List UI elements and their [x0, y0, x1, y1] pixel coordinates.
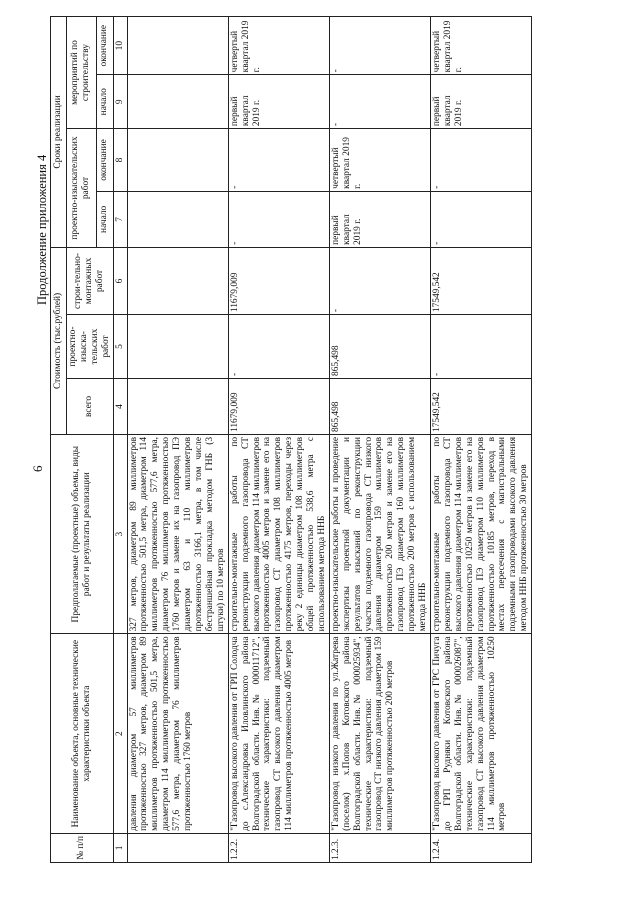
construct-start-cell: - — [329, 75, 430, 129]
cost-design-cell: - — [431, 315, 532, 379]
header-cost-design: проектно-изыска-тельских работ — [67, 315, 114, 379]
table-body — [127, 17, 532, 863]
cost-construct-cell — [127, 247, 228, 314]
design-end-cell: - — [228, 129, 329, 192]
object-name-cell: "Газопровод низкого давления по ул.Жатрева (поселок) х.Попов Котовского района Волгоградской области. Инв.№ 000025934", технические характеристики: подземный газопровод СТ низкого давления диаметром 159 миллиметров протяженностью 200 метров — [329, 634, 430, 833]
cost-design-cell — [127, 315, 228, 379]
header-terms-design: проектно-изыскательских работ — [67, 129, 97, 248]
cost-total-cell: 17549,542 — [431, 378, 532, 434]
column-number: 4 — [113, 378, 127, 434]
continuation-caption: Продолжение приложения 4 — [35, 154, 49, 305]
header-construct-start: начало — [96, 75, 113, 129]
cost-construct-cell: 11679,009 — [228, 247, 329, 314]
header-construct-end: окончание — [96, 17, 113, 75]
header-terms-construct: мероприятий по строительству — [67, 17, 97, 129]
header-name: Наименование объекта, основные технические характеристики объекта — [51, 634, 114, 833]
design-start-cell — [127, 191, 228, 247]
object-name-cell: давления диаметром 57 миллиметров протяженностью 327 метров, диаметром 89 миллиметров протяженностью 501,5 метра, диаметром 114 миллиметров протяженностью 577,6 метра, диаметром 76 миллиметров протяженностью 1760 метров — [127, 634, 228, 833]
column-number: 7 — [113, 191, 127, 247]
cost-total-cell: 11679,009 — [228, 378, 329, 434]
construct-start-cell: первый квартал 2019 г. — [228, 75, 329, 129]
design-start-cell: - — [431, 191, 532, 247]
scope-cell: 327 метров, диаметром 89 миллиметров протяженностью 501,5 метра, диаметром 114 миллиметров протяженностью 577,6 метра, диаметром 76 миллиметров протяженностью 1760 метров и замене их на газопровод ПЭ диаметром 63 и 110 миллиметров протяженностью 3166,1 метра, в том числе бестраншейная прокладка методом ГНБ (3 штуки) по 10 метров — [127, 434, 228, 633]
table-row — [431, 17, 532, 863]
column-number: 1 — [113, 833, 127, 862]
design-end-cell — [127, 129, 228, 192]
header-scope: Предполагаемые (проектные) объемы, виды работ и результаты реализации — [51, 434, 114, 633]
design-end-cell: - — [431, 129, 532, 192]
row-number — [127, 833, 228, 862]
column-number-row — [113, 17, 127, 863]
cost-construct-cell: - — [329, 247, 430, 314]
cost-construct-cell: 17549,542 — [431, 247, 532, 314]
investment-program-table — [50, 16, 532, 863]
column-number: 10 — [113, 17, 127, 75]
table-row — [329, 17, 430, 863]
cost-design-cell: - — [228, 315, 329, 379]
column-number: 8 — [113, 129, 127, 192]
cost-design-cell: 865,498 — [329, 315, 430, 379]
design-start-cell: - — [228, 191, 329, 247]
table-header — [51, 17, 128, 863]
column-number: 2 — [113, 634, 127, 833]
object-name-cell: "Газопровод высокого давления от ГРС Пичуга до ГРП Рудняки Котовского района Волгоградской области. Инв.№ 000026087", технические характеристики: подземный газопровод СТ высокого давления диаметром 114 миллиметров протяженностью 10250 метров — [431, 634, 532, 833]
construct-end-cell: - — [329, 17, 430, 75]
design-start-cell: первый квартал 2019 г. — [329, 191, 430, 247]
header-design-start: начало — [96, 191, 113, 247]
construct-start-cell — [127, 75, 228, 129]
scope-cell: строительно-монтажные работы по реконструкции подземного газопровода СТ высокого давления диаметром 114 миллиметров протяженностью 4005 метров и замене его на газопровод СТ диаметром 108 миллиметров протяженностью 4175 метров, переходы через реку 2 единицы диаметром 108 миллиметров общей протяженностью 538,6 метра с использованием метода ННБ — [228, 434, 329, 633]
header-terms: Сроки реализации — [51, 17, 67, 248]
construct-end-cell: четвертый квартал 2019 г. — [228, 17, 329, 75]
column-number: 3 — [113, 434, 127, 633]
table-row — [127, 17, 228, 863]
column-number: 6 — [113, 247, 127, 314]
object-name-cell: "Газопровод высокого давления от ГРП Солодча до с.Александровка Иловлинского района Волгоградской области. Инв.№ 000011712", технические характеристики: подземный газопровод СТ высокого давления диаметром 114 миллиметров протяженностью 4005 метров — [228, 634, 329, 833]
column-number: 9 — [113, 75, 127, 129]
header-design-end: окончание — [96, 129, 113, 192]
table-row — [228, 17, 329, 863]
scope-cell: проектно-изыскательские работы и проведение экспертизы проектной документации и результатов изысканий по реконструкции участка подземного газопровода СТ низкого давления диаметром 159 миллиметров протяженностью 200 метров и замене его на газопровод ПЭ диаметром 160 миллиметров протяженностью 200 метров с использованием метода ННБ — [329, 434, 430, 633]
page-number: 6 — [30, 465, 45, 472]
row-number: 1.2.2. — [228, 833, 329, 862]
cost-total-cell: 865,498 — [329, 378, 430, 434]
header-cost: Стоимость (тыс.рублей) — [51, 247, 67, 434]
construct-end-cell — [127, 17, 228, 75]
row-number: 1.2.4. — [431, 833, 532, 862]
construct-end-cell: четвертый квартал 2019 г. — [431, 17, 532, 75]
header-cost-total: всего — [67, 378, 114, 434]
cost-total-cell — [127, 378, 228, 434]
scope-cell: строительно-монтажные работы по реконструкции подземного газопровода СТ высокого давления диаметром 114 миллиметров протяженностью 10250 метров и замене его на газопровод ПЭ диаметром 110 миллиметров протяженностью 10185 метров, переход в местах пересечения с магистральными подземными газопроводами высокого давления методом ННБ протяженностью 30 метров — [431, 434, 532, 633]
column-number: 5 — [113, 315, 127, 379]
design-end-cell: четвертый квартал 2019 г. — [329, 129, 430, 192]
row-number: 1.2.3. — [329, 833, 430, 862]
header-no: № п/п — [51, 833, 114, 862]
construct-start-cell: первый квартал 2019 г. — [431, 75, 532, 129]
header-cost-construct: строи-тельно-монтажных работ — [67, 247, 114, 314]
